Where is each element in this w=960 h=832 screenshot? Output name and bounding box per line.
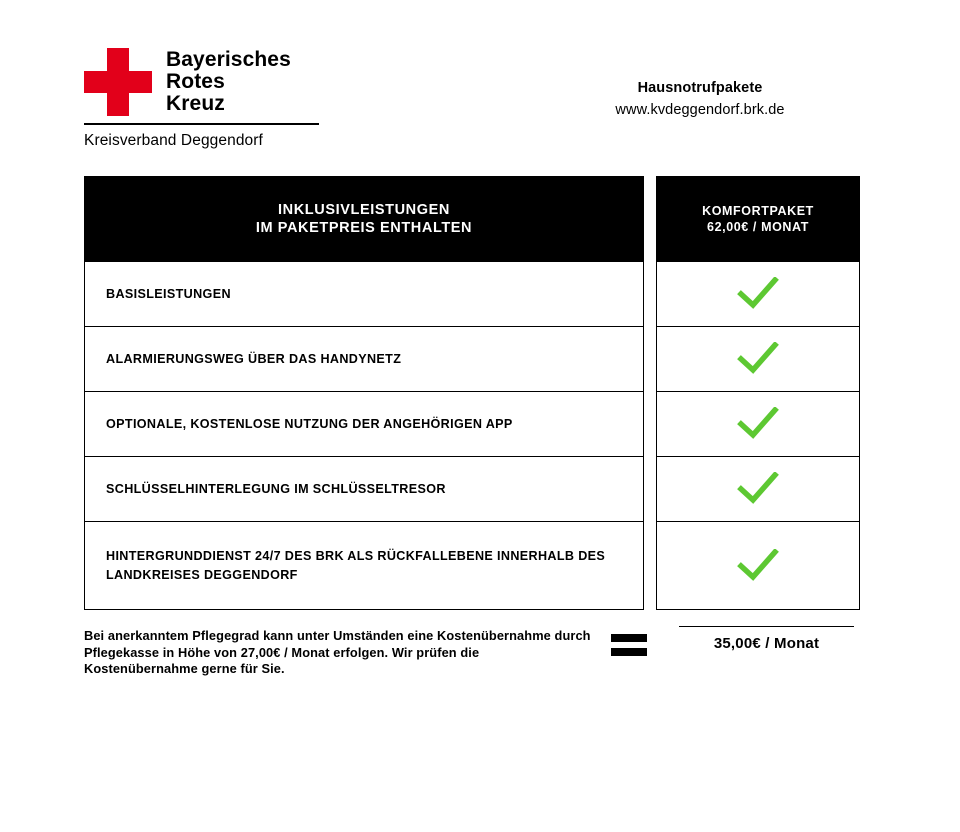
header-info (540, 80, 860, 118)
table-row: HINTERGRUNDDIENST 24/7 DES BRK ALS RÜCKFALLEBENE INNERHALB DES LANDKREISES DEGGENDORF (106, 548, 606, 582)
services-rows (84, 262, 644, 610)
komfortpaket-column-header (656, 176, 860, 262)
total-price: 35,00€ / Monat (713, 635, 820, 652)
total-divider (679, 626, 854, 627)
services-header-line-2: IM PAKETPREIS ENTHALTEN (255, 220, 473, 236)
table-cell-included (657, 262, 859, 327)
check-icon (737, 549, 779, 583)
equals-icon (594, 624, 664, 656)
komfortpaket-column (656, 176, 860, 610)
logo-subtitle: Kreisverband Deggendorf (84, 132, 263, 149)
komfortpaket-header-line-2: 62,00€ / MONAT (707, 220, 809, 234)
check-icon (737, 407, 779, 441)
table-cell-included (657, 327, 859, 392)
table-row: ALARMIERUNGSWEG ÜBER DAS HANDYNETZ (85, 327, 643, 392)
brk-logo (84, 48, 404, 150)
website-url[interactable]: www.kvdeggendorf.brk.de (615, 102, 785, 118)
total-price-block (664, 624, 869, 652)
logo-line-1: Bayerisches (166, 48, 291, 71)
page-header (0, 0, 960, 168)
table-row: OPTIONALE, KOSTENLOSE NUTZUNG DER ANGEHÖRIGEN APP (85, 392, 643, 457)
logo-line-3: Kreuz (166, 92, 225, 115)
logo-line-2: Rotes (166, 70, 225, 93)
packages-table (84, 176, 860, 610)
table-row: SCHLÜSSELHINTERLEGUNG IM SCHLÜSSELTRESOR (85, 457, 643, 522)
services-column (84, 176, 644, 610)
table-cell-included (657, 522, 859, 609)
table-row: BASISLEISTUNGEN (85, 262, 643, 327)
check-icon (737, 472, 779, 506)
komfortpaket-header-line-1: KOMFORTPAKET (702, 204, 814, 218)
services-header-line-1: INKLUSIVLEISTUNGEN (278, 202, 450, 218)
komfortpaket-rows (656, 262, 860, 610)
services-column-header (84, 176, 644, 262)
logo-divider (84, 123, 319, 125)
table-cell-included (657, 457, 859, 522)
table-cell-included (657, 392, 859, 457)
pflegegrad-note: Bei anerkanntem Pflegegrad kann unter Umständen eine Kostenübernahme durch Pflegekasse in Höhe von 27,00€ / Monat erfolgen. Wir prüfen die Kostenübernahme gerne für Sie. (84, 628, 591, 676)
footer-section (84, 624, 874, 678)
red-cross-icon (84, 48, 152, 116)
check-icon (737, 342, 779, 376)
logo-wordmark (166, 48, 291, 115)
page-title: Hausnotrufpakete (637, 80, 763, 96)
check-icon (737, 277, 779, 311)
